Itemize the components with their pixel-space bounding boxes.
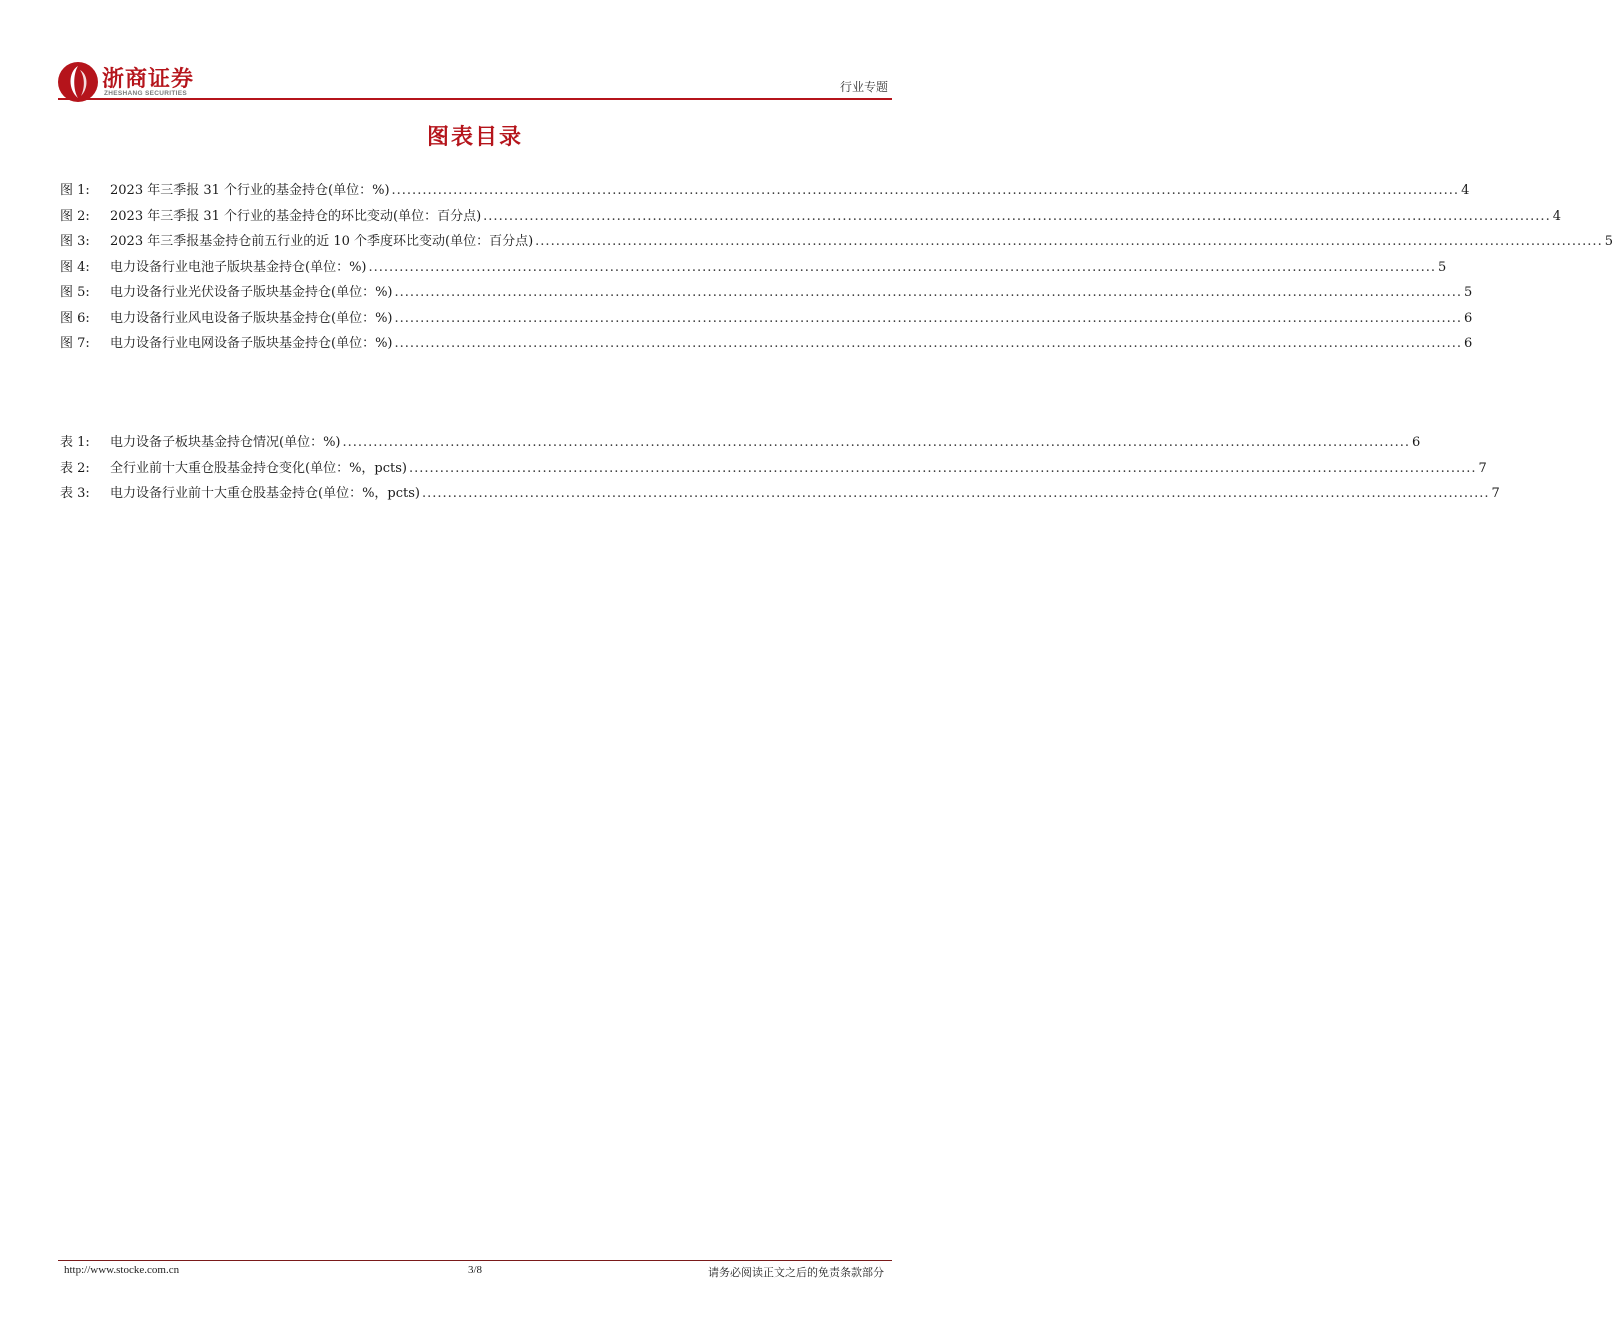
toc-entry-figure-3[interactable] [60, 229, 1613, 255]
toc-label: 表 1: [60, 435, 90, 450]
toc-text: 电力设备行业光伏设备子版块基金持仓(单位：%) [110, 285, 393, 300]
toc-leader-dots: ................................................................................................................................................................................................................ [483, 208, 1551, 224]
toc-text: 电力设备行业电池子版块基金持仓(单位：%) [110, 259, 367, 275]
toc-label: 表 2: [60, 460, 90, 476]
footer-disclaimer: 请务必阅读正文之后的免责条款部分 [708, 1266, 884, 1279]
toc-leader-dots: ................................................................................................................................................................................................................ [409, 460, 1477, 476]
toc-entry-figure-4[interactable] [60, 255, 1447, 281]
toc-entry-figure-2[interactable] [60, 204, 1561, 230]
toc-label: 图 7: [60, 336, 90, 351]
toc-leader-dots: ................................................................................................................................................................................................................ [394, 336, 1463, 351]
toc-text: 电力设备行业电网设备子版块基金持仓(单位：%) [110, 336, 393, 351]
toc-label: 图 4: [60, 259, 90, 275]
toc-text: 电力设备子板块基金持仓情况(单位：%) [110, 435, 341, 450]
section-tag: 行业专题 [839, 80, 888, 94]
toc-entry-figure-6[interactable] [60, 306, 1473, 332]
toc-text: 电力设备行业前十大重仓股基金持仓(单位：%，pcts) [110, 486, 420, 501]
toc-page-number: 7 [1491, 486, 1500, 501]
toc-text: 2023 年三季报基金持仓前五行业的近 10 个季度环比变动(单位：百分点) [110, 234, 534, 249]
toc-entry-figure-5[interactable] [60, 280, 1473, 306]
toc-label: 图 6: [60, 310, 90, 326]
toc-leader-dots: ................................................................................................................................................................................................................ [391, 183, 1460, 198]
toc-entry-table-2[interactable] [60, 456, 1487, 482]
toc-leader-dots: ................................................................................................................................................................................................................ [535, 234, 1603, 249]
toc-entry-figure-1[interactable] [60, 178, 1470, 204]
toc-label: 图 5: [60, 285, 90, 300]
toc-label: 图 1: [60, 183, 90, 198]
table-list [60, 430, 1500, 507]
header-divider [58, 98, 892, 100]
toc-entry-table-1[interactable] [60, 430, 1421, 456]
toc-page-number: 6 [1464, 336, 1473, 351]
toc-entry-figure-7[interactable] [60, 331, 1473, 357]
toc-entry-table-3[interactable] [60, 481, 1500, 507]
toc-page-number: 5 [1438, 259, 1447, 275]
toc-page-number: 6 [1464, 310, 1473, 326]
toc-page-number: 6 [1412, 435, 1421, 450]
toc-label: 图 2: [60, 208, 90, 224]
toc-page-number: 4 [1552, 208, 1561, 224]
toc-page-number: 5 [1464, 285, 1473, 300]
toc-page-number: 7 [1478, 460, 1487, 476]
toc-page-number: 5 [1604, 234, 1613, 249]
page-title: 图表目录 [426, 125, 523, 150]
logo-text-cn: 浙商证券 [102, 67, 195, 92]
toc-text: 2023 年三季报 31 个行业的基金持仓(单位：%) [110, 183, 390, 198]
footer-url-link[interactable]: http://www.stocke.com.cn [64, 1264, 180, 1276]
toc-leader-dots: ................................................................................................................................................................................................................ [394, 310, 1463, 326]
toc-text: 2023 年三季报 31 个行业的基金持仓的环比变动(单位：百分点) [110, 208, 482, 224]
footer-page-number: 3/8 [467, 1264, 483, 1276]
footer-divider [58, 1260, 892, 1261]
toc-label: 图 3: [60, 234, 90, 249]
toc-text: 全行业前十大重仓股基金持仓变化(单位：%，pcts) [110, 460, 407, 476]
toc-label: 表 3: [60, 486, 90, 501]
figure-list [60, 178, 1613, 357]
toc-leader-dots: ................................................................................................................................................................................................................ [394, 285, 1463, 300]
toc-text: 电力设备行业风电设备子版块基金持仓(单位：%) [110, 310, 393, 326]
toc-leader-dots: ................................................................................................................................................................................................................ [342, 435, 1411, 450]
toc-leader-dots: ................................................................................................................................................................................................................ [422, 486, 1490, 501]
toc-leader-dots: ................................................................................................................................................................................................................ [368, 259, 1437, 275]
toc-page-number: 4 [1461, 183, 1470, 198]
logo-text-en: ZHESHANG SECURITIES [104, 90, 187, 97]
